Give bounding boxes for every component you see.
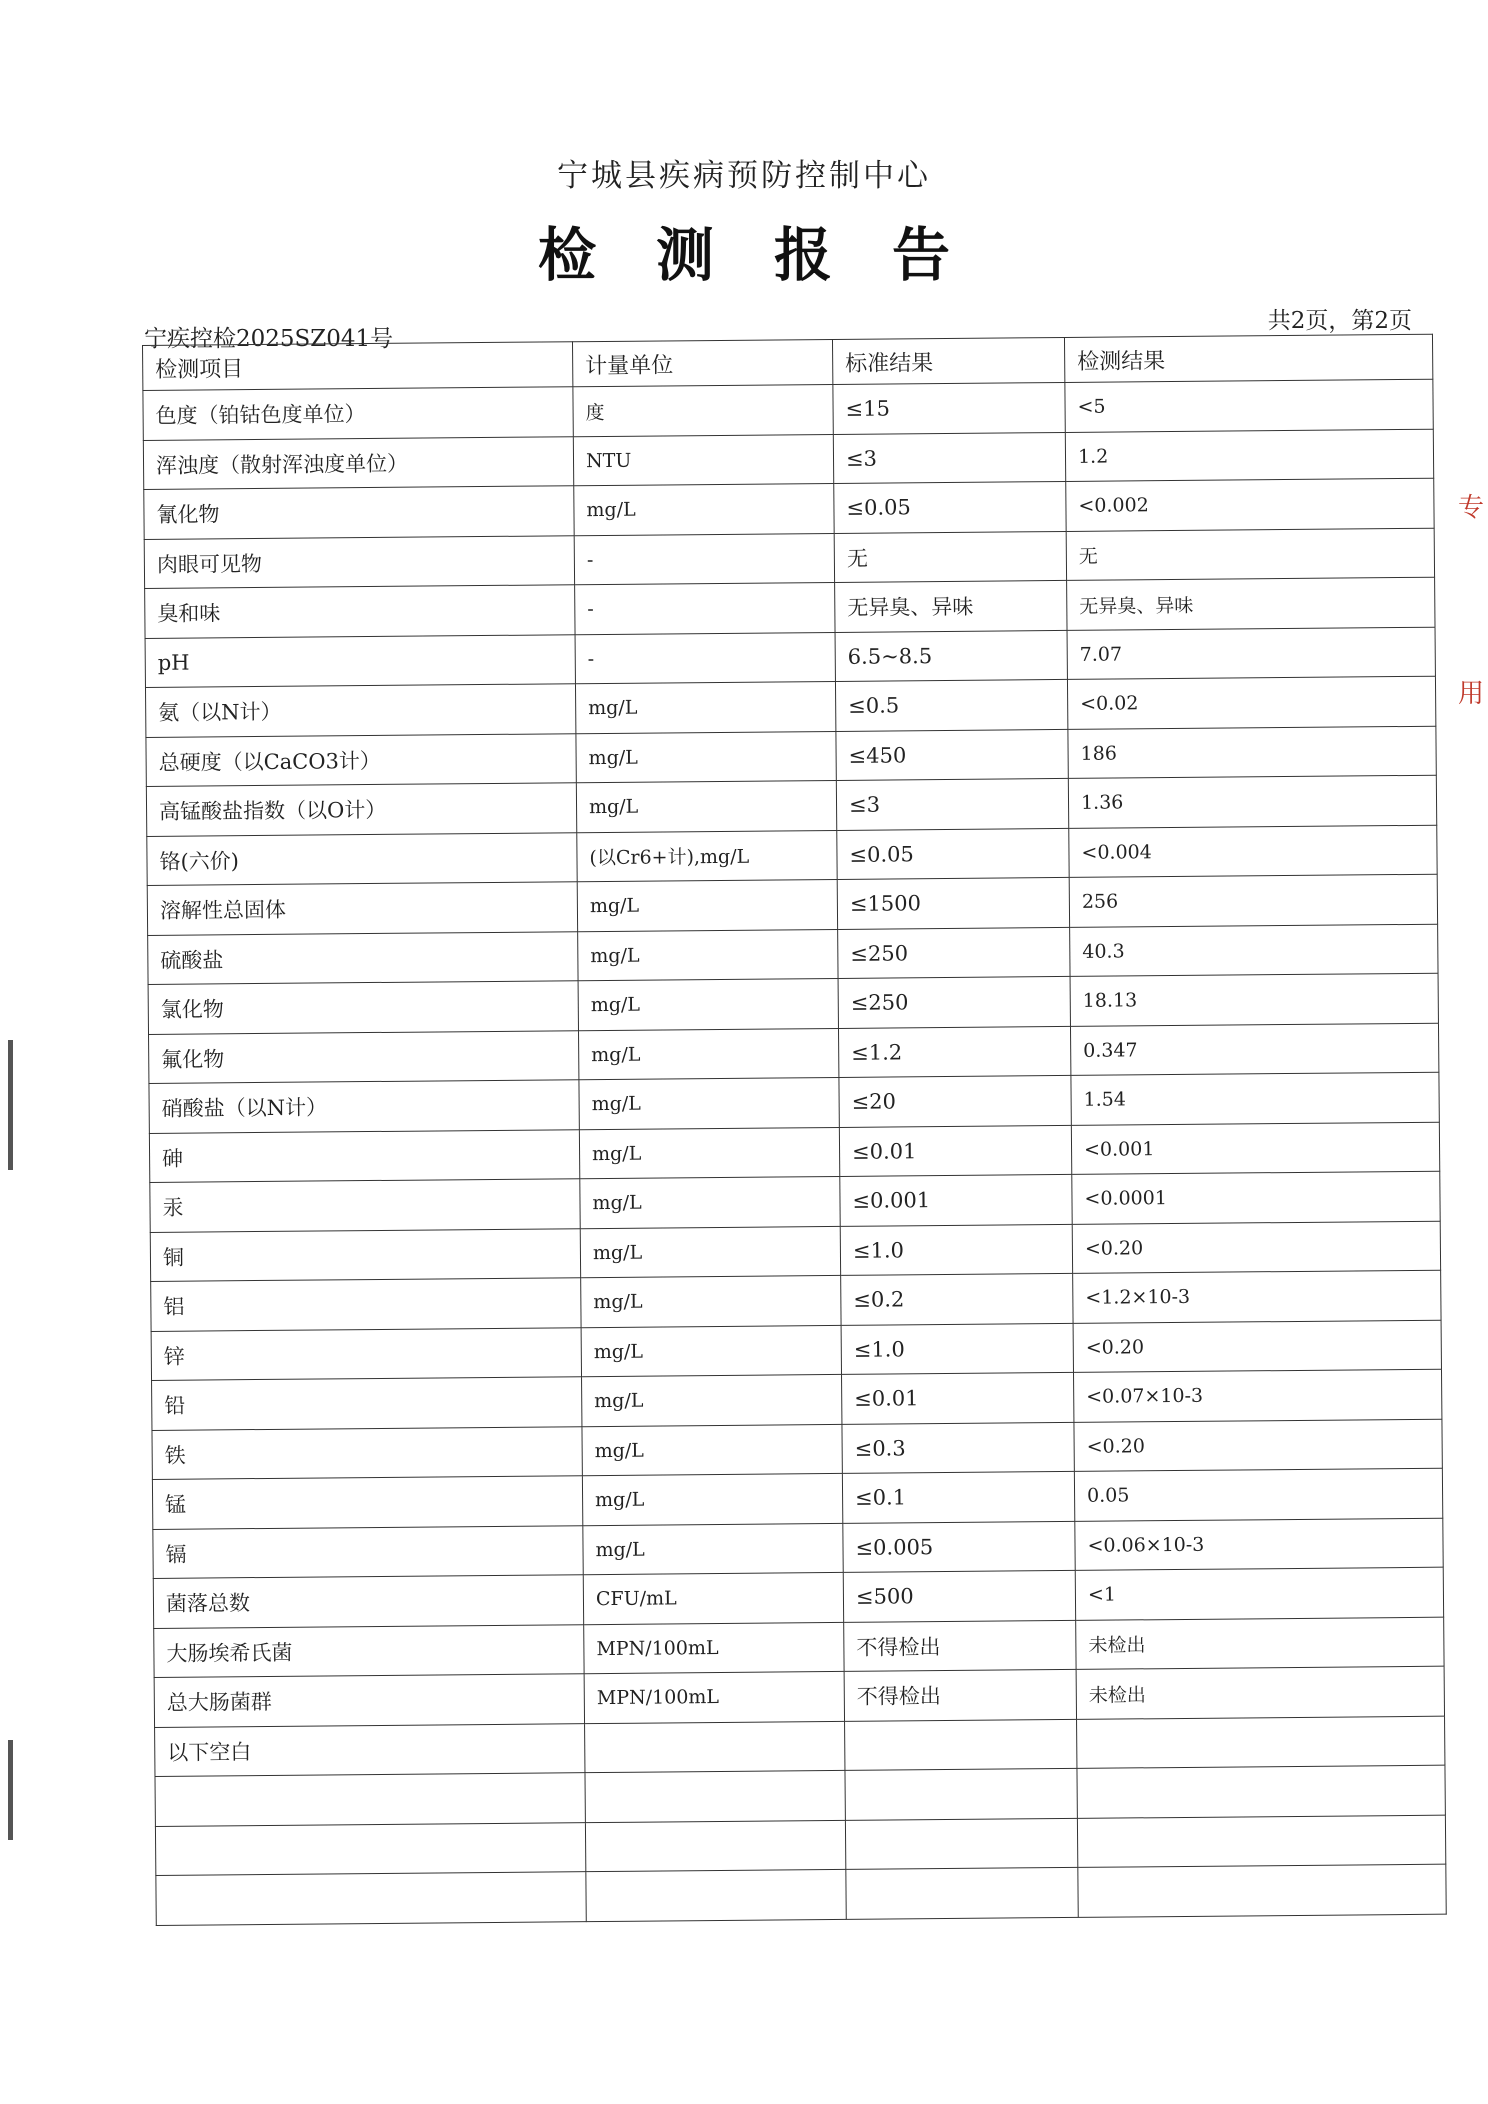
cell-result: 256	[1069, 874, 1437, 927]
cell-standard: ≤1.2	[838, 1026, 1070, 1078]
cell-item: pH	[145, 634, 575, 687]
results-table-wrapper	[142, 334, 1446, 1926]
results-body	[143, 379, 1446, 1925]
cell-standard	[845, 1818, 1077, 1870]
cell-item: 浑浊度（散射浑浊度单位）	[143, 436, 573, 489]
column-header: 计量单位	[572, 339, 832, 386]
cell-result: <0.001	[1071, 1122, 1439, 1175]
cell-standard: ≤450	[836, 729, 1068, 781]
table-row	[156, 1864, 1446, 1925]
cell-item	[155, 1822, 585, 1875]
cell-result	[1077, 1765, 1445, 1818]
cell-result: 18.13	[1070, 973, 1438, 1026]
cell-result	[1078, 1864, 1446, 1917]
cell-unit	[586, 1869, 846, 1921]
cell-unit: mg/L	[579, 1077, 839, 1129]
cell-standard: ≤0.3	[842, 1422, 1074, 1474]
cell-item: 色度（铂钴色度单位）	[143, 387, 573, 440]
organization-name: 宁城县疾病预防控制中心	[557, 158, 931, 194]
cell-result: <0.004	[1069, 825, 1437, 878]
cell-standard: ≤0.05	[834, 481, 1066, 533]
cell-result: 7.07	[1067, 627, 1435, 680]
cell-unit: 度	[573, 384, 833, 436]
cell-item: 氰化物	[144, 486, 574, 539]
cell-standard: ≤0.1	[842, 1471, 1074, 1523]
cell-item: 硫酸盐	[148, 931, 578, 984]
cell-result: 0.05	[1074, 1468, 1442, 1521]
cell-standard: ≤500	[843, 1570, 1075, 1622]
cell-standard: 无	[834, 531, 1066, 583]
cell-item: 铜	[150, 1228, 580, 1281]
cell-unit: mg/L	[577, 879, 837, 931]
cell-result: 无	[1066, 528, 1434, 581]
cell-unit: -	[575, 582, 835, 634]
cell-result: <0.0001	[1072, 1171, 1440, 1224]
cell-item: 以下空白	[155, 1723, 585, 1776]
cell-result: 0.347	[1070, 1023, 1438, 1076]
side-stamp-char: 用	[1458, 679, 1485, 709]
cell-standard: ≤1.0	[841, 1323, 1073, 1375]
cell-item: 锰	[152, 1476, 582, 1529]
cell-standard: ≤15	[833, 382, 1065, 434]
cell-standard	[845, 1768, 1077, 1820]
cell-unit: mg/L	[580, 1226, 840, 1278]
page-title: 检测报告	[537, 221, 1010, 289]
cell-unit	[585, 1770, 845, 1822]
cell-standard	[846, 1867, 1078, 1919]
cell-item: 氟化物	[149, 1030, 579, 1083]
cell-result: <0.20	[1073, 1320, 1441, 1373]
cell-result: 1.54	[1071, 1072, 1439, 1125]
cell-standard: ≤250	[838, 976, 1070, 1028]
cell-result: 未检出	[1076, 1666, 1444, 1719]
cell-item: 汞	[150, 1179, 580, 1232]
cell-standard: ≤0.005	[843, 1521, 1075, 1573]
column-header: 检测结果	[1064, 334, 1432, 382]
cell-standard: ≤0.05	[837, 828, 1069, 880]
cell-result: 186	[1068, 726, 1436, 779]
cell-standard: 不得检出	[844, 1620, 1076, 1672]
column-header: 检测项目	[143, 342, 573, 391]
cell-unit: mg/L	[576, 780, 836, 832]
cell-item	[155, 1773, 585, 1826]
cell-unit: mg/L	[580, 1176, 840, 1228]
cell-item: 砷	[149, 1129, 579, 1182]
cell-standard: ≤20	[839, 1075, 1071, 1127]
cell-item: 总大肠菌群	[154, 1674, 584, 1727]
cell-item: 铁	[152, 1426, 582, 1479]
cell-item: 氨（以N计）	[145, 684, 575, 737]
cell-item: 肉眼可见物	[144, 535, 574, 588]
cell-unit: (以Cr6+计),mg/L	[577, 830, 837, 882]
cell-standard: ≤250	[838, 927, 1070, 979]
side-stamp	[1458, 480, 1484, 780]
cell-unit	[585, 1721, 845, 1773]
cell-unit	[585, 1820, 845, 1872]
cell-standard: ≤1500	[837, 877, 1069, 929]
cell-standard: ≤0.5	[835, 679, 1067, 731]
cell-unit: mg/L	[583, 1523, 843, 1575]
cell-result: 1.36	[1068, 775, 1436, 828]
cell-result	[1077, 1716, 1445, 1769]
cell-result: <0.06×10-3	[1075, 1518, 1443, 1571]
cell-unit: MPN/100mL	[584, 1622, 844, 1674]
cell-standard	[845, 1719, 1077, 1771]
page-info: 共2页，第2页	[1267, 308, 1412, 334]
cell-standard: ≤0.001	[840, 1174, 1072, 1226]
cell-result: <0.20	[1072, 1221, 1440, 1274]
cell-result: 未检出	[1076, 1617, 1444, 1670]
cell-result: <0.002	[1066, 478, 1434, 531]
cell-unit: mg/L	[581, 1275, 841, 1327]
cell-item: 氯化物	[148, 981, 578, 1034]
cell-item: 硝酸盐（以N计）	[149, 1080, 579, 1133]
results-table	[142, 334, 1447, 1926]
cell-standard: 不得检出	[844, 1669, 1076, 1721]
cell-standard: ≤3	[836, 778, 1068, 830]
cell-unit: -	[574, 533, 834, 585]
cell-unit: mg/L	[582, 1424, 842, 1476]
cell-result	[1077, 1815, 1445, 1868]
cell-item: 铅	[152, 1377, 582, 1430]
column-header: 标准结果	[832, 337, 1064, 384]
cell-unit: mg/L	[578, 1028, 838, 1080]
cell-standard: 无异臭、异味	[835, 580, 1067, 632]
cell-result: 40.3	[1070, 924, 1438, 977]
cell-unit: mg/L	[574, 483, 834, 535]
cell-result: <0.20	[1074, 1419, 1442, 1472]
cell-item: 总硬度（以CaCO3计）	[146, 733, 576, 786]
cell-item: 溶解性总固体	[147, 882, 577, 935]
cell-unit: mg/L	[576, 731, 836, 783]
cell-standard: ≤1.0	[840, 1224, 1072, 1276]
cell-item	[156, 1872, 586, 1925]
cell-unit: mg/L	[578, 978, 838, 1030]
cell-result: <0.02	[1067, 676, 1435, 729]
cell-standard: ≤0.01	[842, 1372, 1074, 1424]
scan-mark	[8, 1740, 13, 1840]
cell-standard: ≤0.2	[841, 1273, 1073, 1325]
cell-result: <1.2×10-3	[1073, 1270, 1441, 1323]
cell-result: 1.2	[1065, 429, 1433, 482]
cell-unit: mg/L	[579, 1127, 839, 1179]
side-stamp-char: 专	[1458, 493, 1485, 523]
report-number: 宁疾控检2025SZ041号	[144, 326, 394, 352]
cell-unit: mg/L	[578, 929, 838, 981]
cell-item: 菌落总数	[153, 1575, 583, 1628]
cell-result: 无异臭、异味	[1067, 577, 1435, 630]
cell-item: 锌	[151, 1327, 581, 1380]
cell-item: 铬(六价)	[147, 832, 577, 885]
cell-result: <1	[1075, 1567, 1443, 1620]
cell-unit: CFU/mL	[583, 1572, 843, 1624]
cell-item: 臭和味	[145, 585, 575, 638]
cell-unit: NTU	[573, 434, 833, 486]
cell-result: <0.07×10-3	[1074, 1369, 1442, 1422]
cell-item: 高锰酸盐指数（以O计）	[146, 783, 576, 836]
cell-unit: mg/L	[575, 681, 835, 733]
cell-item: 镉	[153, 1525, 583, 1578]
cell-unit: mg/L	[582, 1473, 842, 1525]
cell-unit: -	[575, 632, 835, 684]
scan-mark	[8, 1040, 13, 1170]
cell-unit: mg/L	[582, 1374, 842, 1426]
cell-standard: ≤3	[833, 432, 1065, 484]
cell-item: 铝	[151, 1278, 581, 1331]
cell-result: <5	[1065, 379, 1433, 432]
cell-standard: 6.5~8.5	[835, 630, 1067, 682]
cell-unit: mg/L	[581, 1325, 841, 1377]
cell-unit: MPN/100mL	[584, 1671, 844, 1723]
cell-item: 大肠埃希氏菌	[154, 1624, 584, 1677]
cell-standard: ≤0.01	[839, 1125, 1071, 1177]
